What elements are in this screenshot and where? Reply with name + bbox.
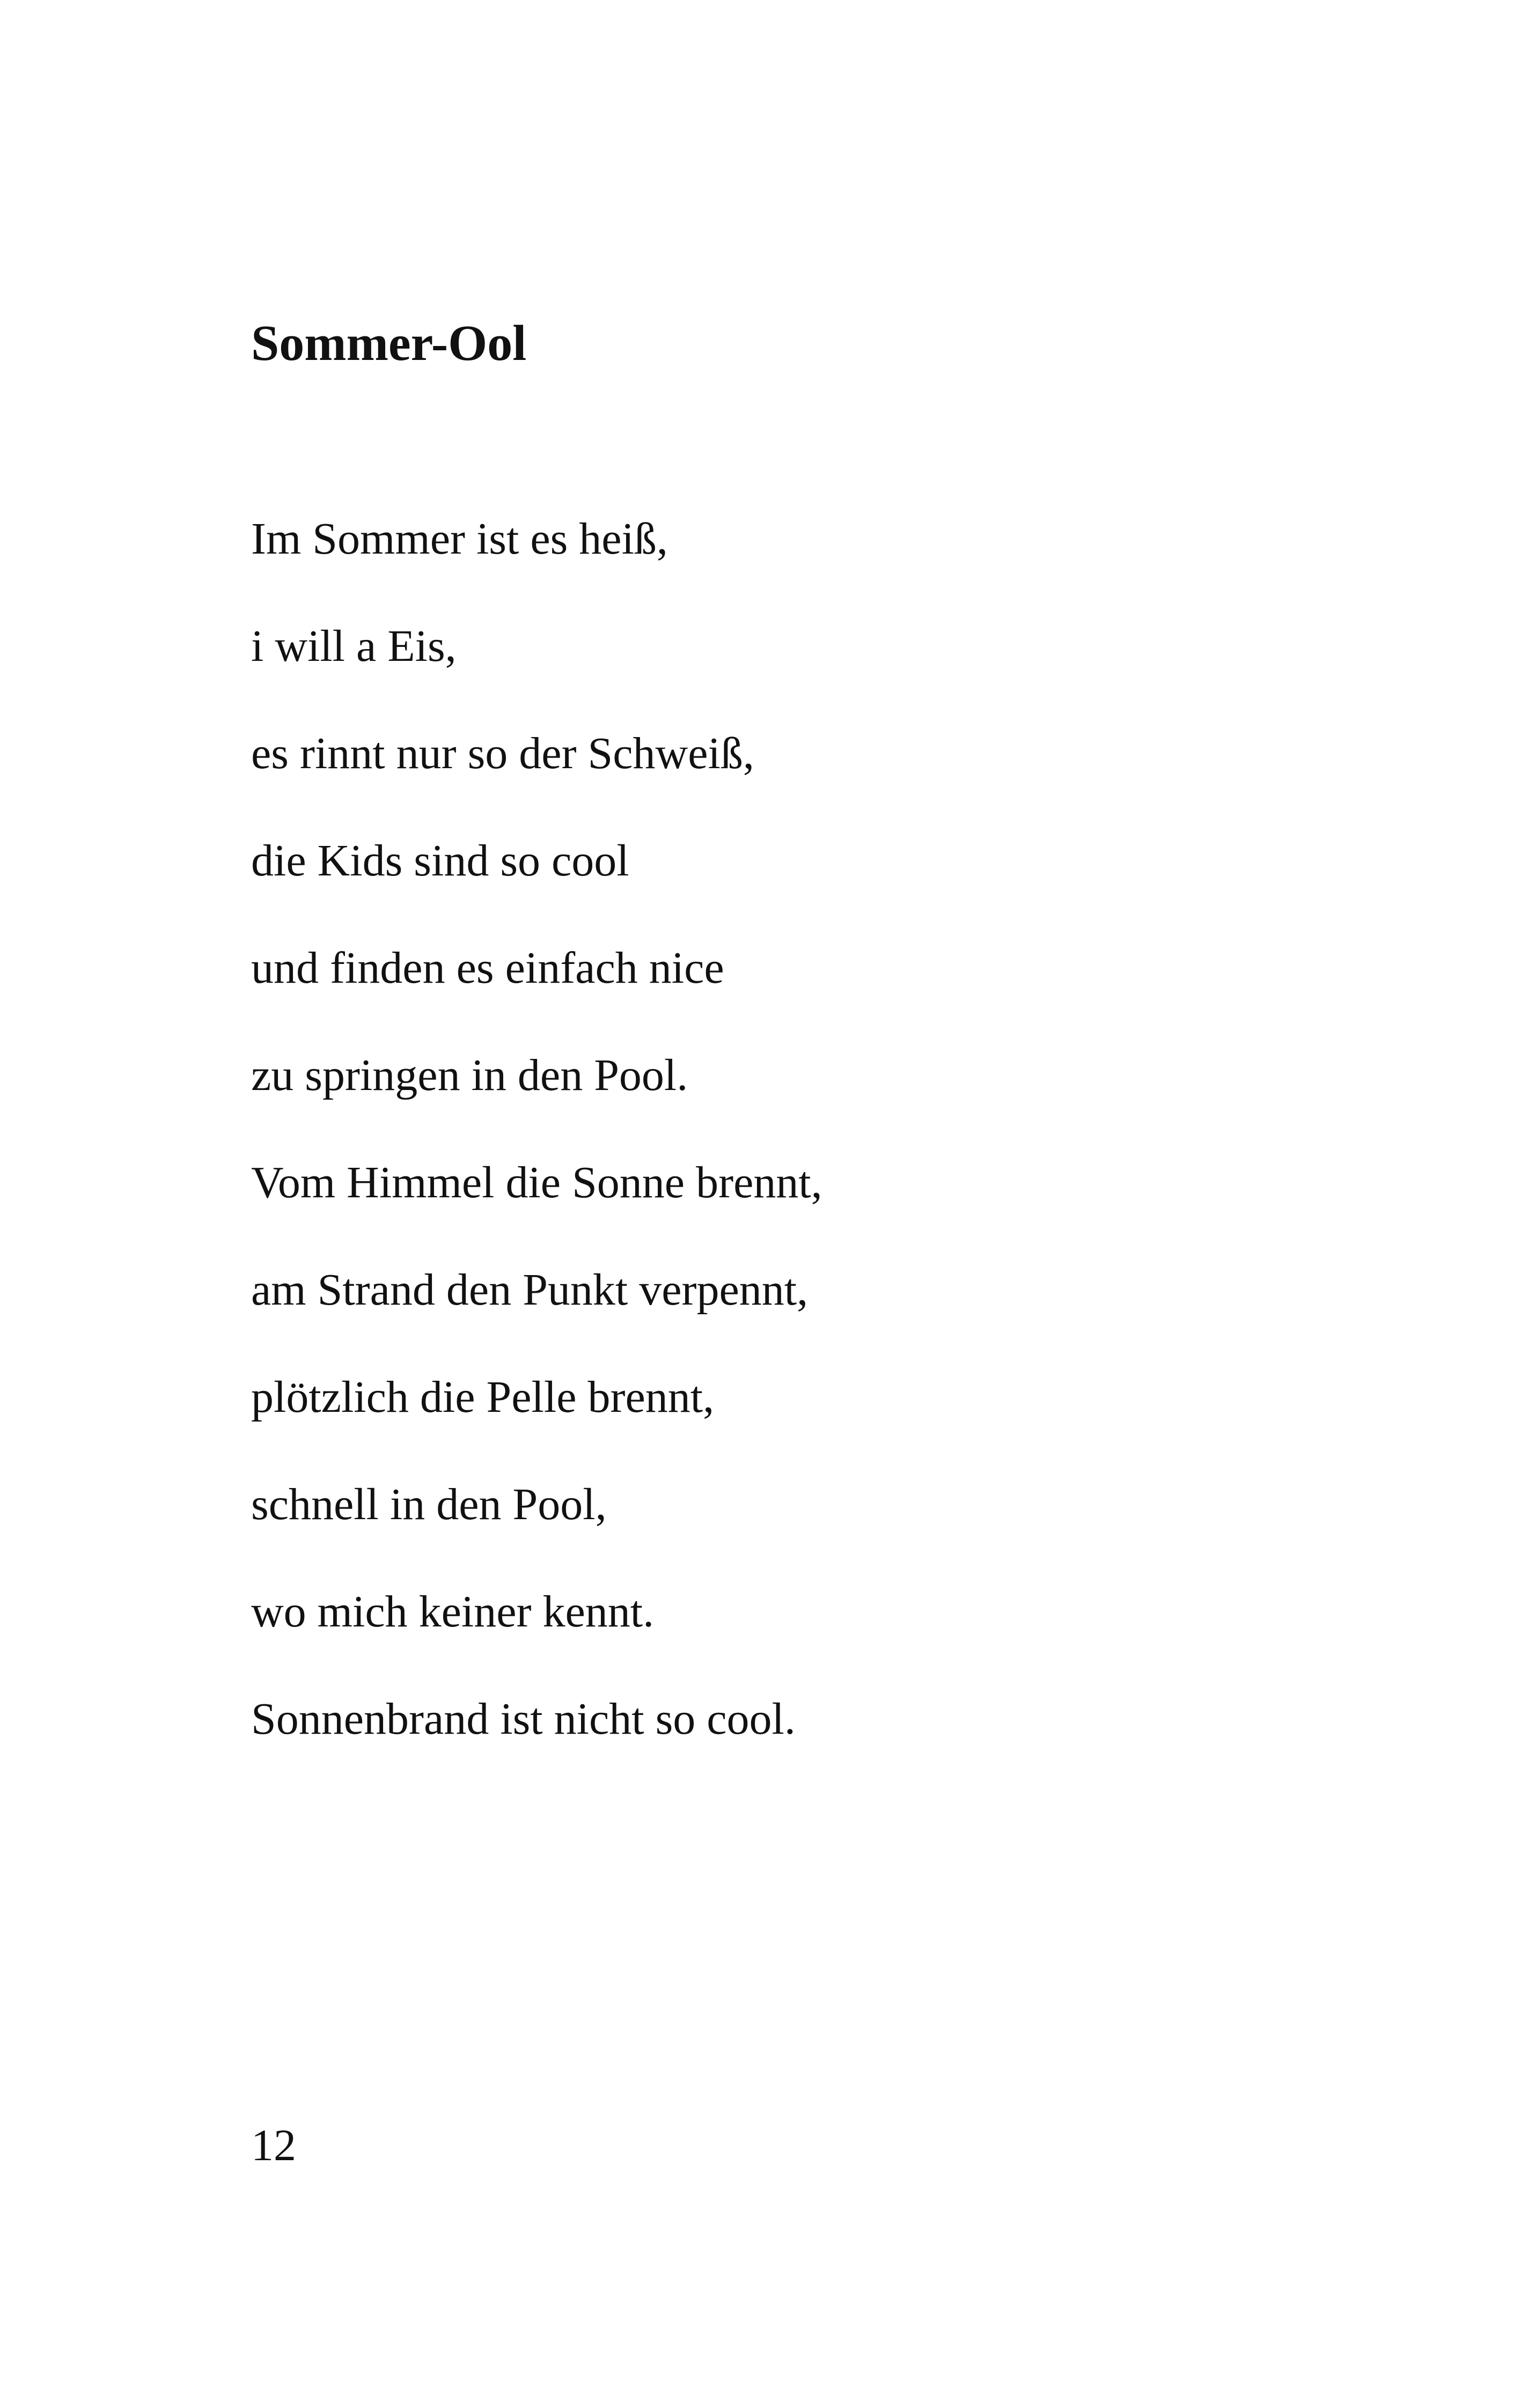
poem-title: Sommer-Ool xyxy=(251,315,527,371)
poem-line-9: plötzlich die Pelle brennt, xyxy=(251,1372,715,1422)
poem-line-3: es rinnt nur so der Schweiß, xyxy=(251,728,754,778)
poem-line-10: schnell in den Pool, xyxy=(251,1479,607,1529)
poem-line-6: zu springen in den Pool. xyxy=(251,1050,688,1100)
poem-line-7: Vom Himmel die Sonne brennt, xyxy=(251,1158,822,1207)
poem-line-2: i will a Eis, xyxy=(251,621,457,671)
poem-line-4: die Kids sind so cool xyxy=(251,836,629,886)
poem-line-12: Sonnenbrand ist nicht so cool. xyxy=(251,1694,796,1744)
poem-line-8: am Strand den Punkt verpennt, xyxy=(251,1265,809,1315)
poem-line-11: wo mich keiner kennt. xyxy=(251,1587,655,1637)
page-number: 12 xyxy=(251,2120,296,2170)
poem-line-1: Im Sommer ist es heiß, xyxy=(251,514,668,564)
poem-body xyxy=(251,485,822,1773)
poem-line-5: und finden es einfach nice xyxy=(251,943,724,993)
